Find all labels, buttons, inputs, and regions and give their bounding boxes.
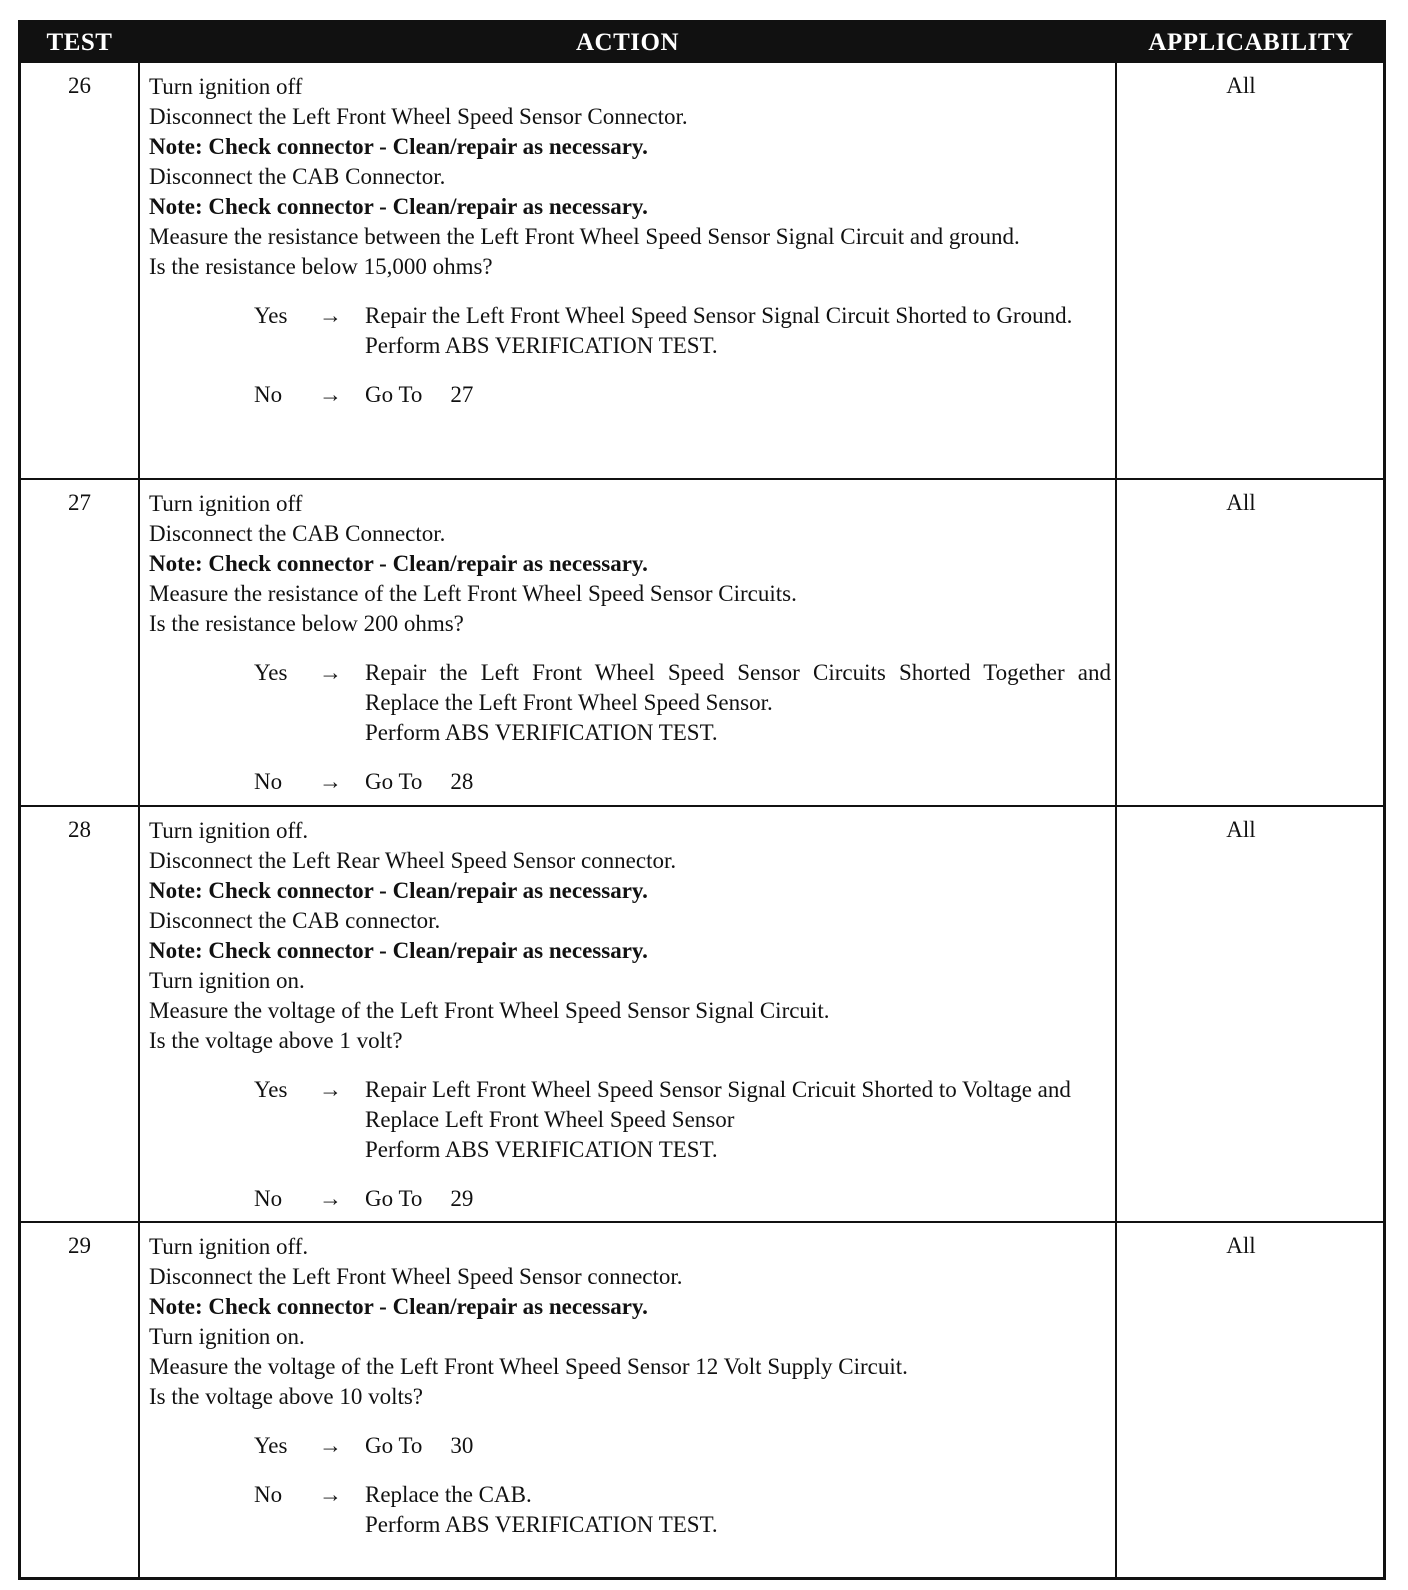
action-line: Measure the resistance of the Left Front Wheel Speed Sensor Circuits. xyxy=(149,581,797,606)
test-number: 29 xyxy=(68,1233,91,1258)
header-applicability: APPLICABILITY xyxy=(1148,29,1354,56)
applicability-cell: All xyxy=(1226,1233,1256,1258)
test-number: 28 xyxy=(68,817,91,842)
arrow-icon: → xyxy=(319,303,342,328)
action-cell xyxy=(149,72,1111,410)
no-result xyxy=(149,1480,1111,1540)
arrow-icon: → xyxy=(319,1482,342,1507)
action-line: Measure the resistance between the Left Front Wheel Speed Sensor Signal Circuit and ground. xyxy=(149,224,1020,249)
goto-target: 28 xyxy=(450,769,474,794)
yes-label: Yes xyxy=(254,1433,288,1458)
yes-result xyxy=(149,301,1111,361)
action-line: Measure the voltage of the Left Front Wheel Speed Sensor 12 Volt Supply Circuit. xyxy=(149,1354,908,1379)
action-line: Turn ignition off. xyxy=(149,818,309,843)
applicability-cell: All xyxy=(1226,490,1256,515)
note-line: Note: Check connector - Clean/repair as necessary. xyxy=(149,1294,648,1319)
action-line: Turn ignition on. xyxy=(149,1324,305,1349)
yes-result xyxy=(149,658,1111,748)
action-line: Disconnect the Left Front Wheel Speed Sensor connector. xyxy=(149,1264,683,1289)
action-cell xyxy=(149,1232,1111,1540)
arrow-icon: → xyxy=(319,1077,342,1102)
no-result xyxy=(149,1184,1111,1214)
result-line: Perform ABS VERIFICATION TEST. xyxy=(365,1512,718,1537)
arrow-icon: → xyxy=(319,382,342,407)
note-line: Note: Check connector - Clean/repair as necessary. xyxy=(149,878,648,903)
goto-text: Go To xyxy=(365,769,423,794)
goto-target: 27 xyxy=(450,382,474,407)
table-row-27 xyxy=(21,480,1383,805)
no-label: No xyxy=(254,382,283,407)
result-line: Perform ABS VERIFICATION TEST. xyxy=(365,720,718,745)
action-line: Turn ignition on. xyxy=(149,968,305,993)
table-row-29 xyxy=(21,1223,1383,1577)
action-line: Disconnect the CAB connector. xyxy=(149,908,441,933)
result-line: Repair the Left Front Wheel Speed Sensor Signal Circuit Shorted to Ground. xyxy=(365,303,1073,328)
header-action: ACTION xyxy=(575,29,679,56)
yes-result xyxy=(149,1075,1111,1165)
arrow-icon: → xyxy=(319,1186,342,1211)
action-cell xyxy=(149,489,1111,797)
action-line: Disconnect the CAB Connector. xyxy=(149,164,446,189)
table-header xyxy=(21,23,1383,63)
result-line: Perform ABS VERIFICATION TEST. xyxy=(365,1137,718,1162)
yes-result xyxy=(149,1431,1111,1461)
result-line: Perform ABS VERIFICATION TEST. xyxy=(365,333,718,358)
goto-text: Go To xyxy=(365,382,423,407)
action-line: Turn ignition off. xyxy=(149,1234,309,1259)
action-line: Turn ignition off xyxy=(149,74,303,99)
header-test: TEST xyxy=(46,29,113,56)
no-result xyxy=(149,380,1111,410)
action-line: Measure the voltage of the Left Front Wheel Speed Sensor Signal Circuit. xyxy=(149,998,830,1023)
arrow-icon: → xyxy=(319,1433,342,1458)
result-line: Replace the CAB. xyxy=(365,1482,532,1507)
goto-text: Go To xyxy=(365,1186,423,1211)
applicability-cell: All xyxy=(1226,817,1256,842)
action-line: Turn ignition off xyxy=(149,491,303,516)
action-line: Disconnect the CAB Connector. xyxy=(149,521,446,546)
result-line: Repair Left Front Wheel Speed Sensor Signal Cricuit Shorted to Voltage and Replace Left Front Wheel Speed Sensor xyxy=(365,1077,1071,1132)
table-row-28 xyxy=(21,807,1383,1221)
no-label: No xyxy=(254,769,283,794)
goto-text: Go To xyxy=(365,1433,423,1458)
table-row-26 xyxy=(21,63,1383,479)
yes-label: Yes xyxy=(254,660,288,685)
goto-target: 29 xyxy=(450,1186,474,1211)
yes-label: Yes xyxy=(254,303,288,328)
action-cell xyxy=(149,816,1111,1214)
applicability-cell: All xyxy=(1226,73,1256,98)
question-line: Is the voltage above 1 volt? xyxy=(149,1028,403,1053)
test-number: 27 xyxy=(68,490,91,515)
question-line: Is the resistance below 200 ohms? xyxy=(149,611,464,636)
diagnostic-test-table xyxy=(18,20,1386,1580)
arrow-icon: → xyxy=(319,660,342,685)
action-line: Disconnect the Left Front Wheel Speed Sensor Connector. xyxy=(149,104,688,129)
result-line: Repair the Left Front Wheel Speed Sensor Circuits Shorted Together and Replace the Left Front Wheel Speed Sensor. xyxy=(365,660,1111,715)
goto-target: 30 xyxy=(450,1433,474,1458)
action-line: Disconnect the Left Rear Wheel Speed Sensor connector. xyxy=(149,848,677,873)
note-line: Note: Check connector - Clean/repair as necessary. xyxy=(149,194,648,219)
question-line: Is the resistance below 15,000 ohms? xyxy=(149,254,493,279)
note-line: Note: Check connector - Clean/repair as necessary. xyxy=(149,134,648,159)
note-line: Note: Check connector - Clean/repair as necessary. xyxy=(149,938,648,963)
no-label: No xyxy=(254,1186,283,1211)
question-line: Is the voltage above 10 volts? xyxy=(149,1384,424,1409)
no-result xyxy=(149,767,1111,797)
test-number: 26 xyxy=(68,73,91,98)
yes-label: Yes xyxy=(254,1077,288,1102)
no-label: No xyxy=(254,1482,283,1507)
arrow-icon: → xyxy=(319,769,342,794)
note-line: Note: Check connector - Clean/repair as necessary. xyxy=(149,551,648,576)
